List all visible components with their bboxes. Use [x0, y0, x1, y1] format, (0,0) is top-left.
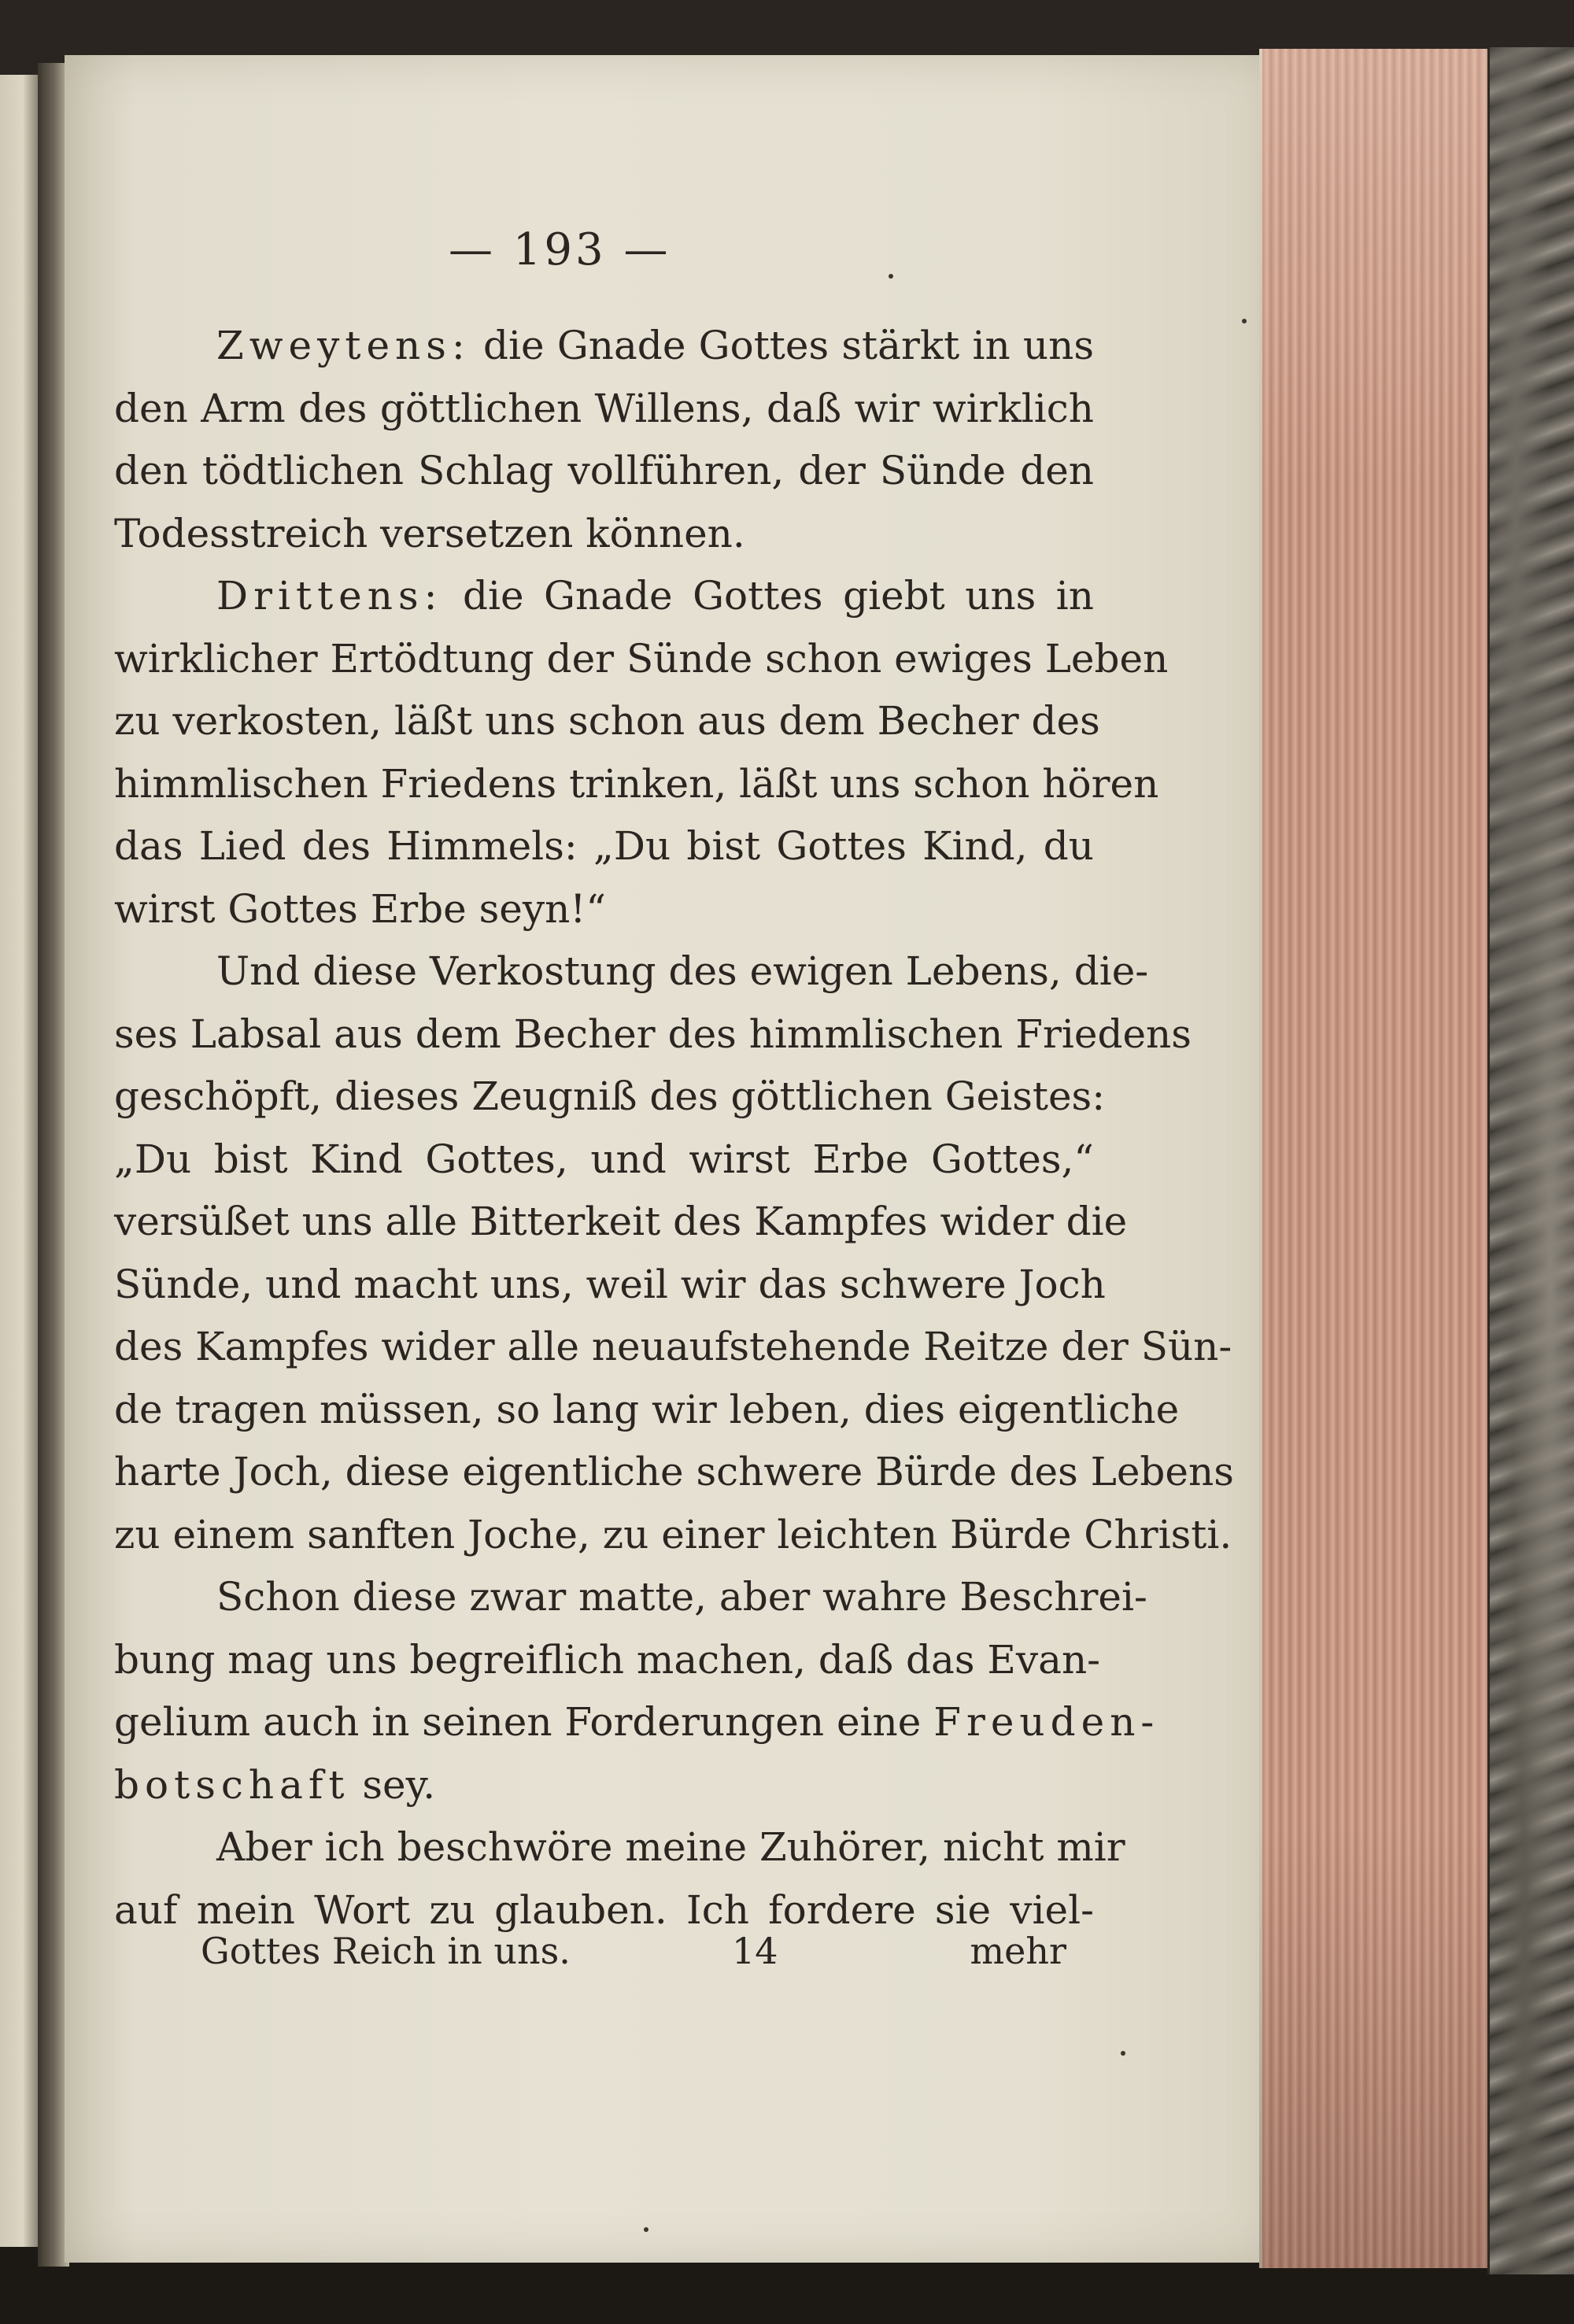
text-line: den Arm des göttlichen Willens, daß wir wirklich — [114, 385, 1094, 431]
body-text — [114, 315, 1234, 1942]
text-line: Sünde, und macht uns, weil wir das schwere Joch — [114, 1261, 1106, 1307]
text-line: de tragen müssen, so lang wir leben, dies eigentliche — [114, 1386, 1180, 1432]
emphasized-word: Zweytens: — [216, 323, 471, 368]
emphasized-word: botschaft — [114, 1761, 350, 1808]
ink-speck — [644, 2227, 648, 2232]
signature-mark: 14 — [732, 1930, 778, 1972]
signature-title: Gottes Reich in uns. — [201, 1930, 571, 1972]
text-line: „Du bist Kind Gottes, und wirst Erbe Gottes,“ — [114, 1136, 1094, 1182]
text-line: das Lied des Himmels: „Du bist Gottes Kind, du — [114, 823, 1094, 869]
text-line: den tödtlichen Schlag vollführen, der Sünde den — [114, 448, 1094, 493]
text-line: wirst Gottes Erbe seyn!“ — [114, 885, 606, 932]
text-line: versüßet uns alle Bitterkeit des Kampfes wider die — [114, 1199, 1128, 1244]
text-line: himmlischen Friedens trinken, läßt uns schon hören — [114, 760, 1159, 807]
text-line: zu einem sanften Joche, zu einer leichten Bürde Christi. — [114, 1511, 1232, 1557]
ink-speck — [1242, 319, 1247, 323]
previous-page-edge — [0, 75, 40, 2247]
emphasized-word: Freuden- — [933, 1699, 1160, 1745]
text-line: wirklicher Ertödtung der Sünde schon ewiges Leben — [114, 635, 1169, 682]
text-line: Zweytens: die Gnade Gottes stärkt in uns — [216, 323, 1094, 368]
catchword: mehr — [970, 1930, 1066, 1972]
ink-speck — [889, 274, 893, 279]
page-footer — [201, 1930, 1066, 1993]
text-line: zu verkosten, läßt uns schon aus dem Becher des — [114, 698, 1100, 744]
text-line: harte Joch, diese eigentliche schwere Bürde des Lebens — [114, 1449, 1234, 1495]
text-line: Aber ich beschwöre meine Zuhörer, nicht mir — [216, 1824, 1125, 1870]
emphasized-word: Drittens: — [216, 573, 443, 619]
text-line: Und diese Verkostung des ewigen Lebens, die- — [216, 948, 1149, 994]
text-line: ses Labsal aus dem Becher des himmlischen Friedens — [114, 1011, 1192, 1057]
text-line: geschöpft, dieses Zeugniß des göttlichen Geistes: — [114, 1073, 1106, 1119]
text-line: Drittens: die Gnade Gottes giebt uns in — [216, 573, 1094, 619]
text-line: gelium auch in seinen Forderungen eine Freuden- — [114, 1699, 1160, 1745]
text-line: des Kampfes wider alle neuaufstehende Reitze der Sün- — [114, 1324, 1232, 1369]
marbled-cover-board — [1487, 47, 1574, 2274]
text-line: Todesstreich versetzen können. — [114, 510, 745, 556]
text-line: botschaft sey. — [114, 1761, 436, 1808]
text-line: bung mag uns begreiflich machen, daß das Evan- — [114, 1636, 1101, 1683]
page-number: — 193 — — [449, 224, 671, 275]
ink-speck — [1121, 2051, 1125, 2056]
text-line: Schon diese zwar matte, aber wahre Beschrei- — [216, 1574, 1147, 1620]
text-line: auf mein Wort zu glauben. Ich fordere sie viel- — [114, 1886, 1094, 1933]
page-edges-shade — [1259, 49, 1487, 2268]
